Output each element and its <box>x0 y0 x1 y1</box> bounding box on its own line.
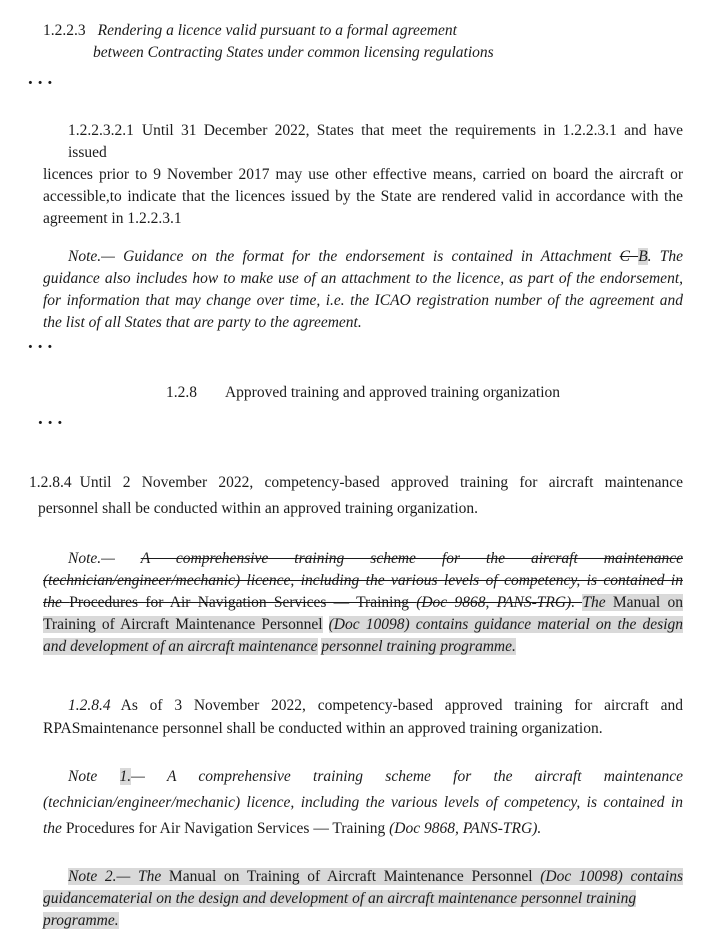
text-segment: accessible,to indicate that the licences issued by the State are rendered valid in accordance with the <box>43 188 683 205</box>
text-segment: Rendering a licence valid pursuant to a formal agreement <box>97 22 457 39</box>
text-segment: 1.2.2.3 <box>43 22 86 39</box>
section-heading-1223-line-2 <box>43 42 683 64</box>
text-segment: Procedures for Air Navigation Services — Training <box>69 594 417 611</box>
note-tracked-changes-line-4 <box>43 614 683 636</box>
note-1 <box>43 764 683 842</box>
para-1284-until-line-2 <box>29 496 683 522</box>
para-licences-prior-line-3 <box>43 208 683 230</box>
para-1284-until <box>29 470 683 522</box>
para-1223321 <box>43 120 683 164</box>
note-1-line-1 <box>43 764 683 790</box>
text-segment: Until 31 December 2022, States that meet the requirements in 1.2.2.3.1 and have <box>141 122 683 139</box>
text-segment: programme. <box>43 912 119 929</box>
text-segment: agreement in 1.2.2.3.1 <box>43 210 182 227</box>
text-segment: Note 2.— The <box>68 868 169 885</box>
para-1223321-line-1 <box>43 120 683 142</box>
text-segment: Note.— <box>68 550 141 567</box>
text-segment: A comprehensive training scheme for the aircraft maintenance <box>140 550 683 567</box>
text-segment: the <box>43 594 70 611</box>
text-segment: (Doc 10098) contains <box>540 868 683 885</box>
note-2 <box>43 866 683 932</box>
text-segment: between Contracting States under common licensing regulations <box>93 44 494 61</box>
note-2-line-3 <box>43 910 683 932</box>
text-segment: RPASmaintenance personnel shall be conducted within an approved training organization. <box>43 720 603 737</box>
text-segment <box>323 616 329 633</box>
text-segment: (Doc 10098) contains guidance material on the design <box>328 616 684 633</box>
text-segment: (technician/engineer/mechanic) licence, including the various levels of competency, is contained in <box>43 794 683 811</box>
text-segment: C <box>619 248 639 265</box>
section-heading-128-line-1 <box>43 382 683 404</box>
para-1284-asof-line-1 <box>43 694 683 717</box>
note-tracked-changes-line-5 <box>43 636 683 658</box>
text-segment: personnel training programme. <box>321 638 516 655</box>
note-1-line-2 <box>43 790 683 816</box>
text-segment: Approved training and approved training organization <box>224 384 561 401</box>
ellipsis-2 <box>28 332 108 354</box>
note-tracked-changes-line-3 <box>43 592 683 614</box>
text-segment: 1. <box>119 768 132 785</box>
text-segment: . The <box>647 248 683 265</box>
text-segment: ... <box>38 408 68 429</box>
text-segment: ... <box>28 332 58 353</box>
para-licences-prior <box>43 164 683 230</box>
text-segment: (Doc 9868, PANS-TRG). <box>416 594 583 611</box>
text-segment: The <box>582 594 613 611</box>
note-1-line-3 <box>43 816 683 842</box>
text-segment: Procedures for Air Navigation Services — Training <box>65 820 390 837</box>
ellipsis-1-line-1 <box>28 68 108 90</box>
para-1284-asof <box>43 694 683 740</box>
text-segment: and development of an aircraft maintenance <box>43 638 318 655</box>
text-segment: 1.2.2.3.2.1 <box>68 122 134 139</box>
section-heading-1223 <box>43 20 683 64</box>
para-licences-prior-line-1 <box>43 164 683 186</box>
text-segment: guidance also includes how to make use of an attachment to the licence, as part of the endorsement, <box>43 270 683 287</box>
para-licences-prior-line-2 <box>43 186 683 208</box>
note-tracked-changes-line-1 <box>43 548 683 570</box>
note-2-line-1 <box>43 866 683 888</box>
text-segment: the list of all States that are party to the agreement. <box>43 314 362 331</box>
para-1284-until-line-1 <box>29 470 683 496</box>
text-segment: for information that may change over time, i.e. the ICAO registration number of the agreement and <box>43 292 683 309</box>
ellipsis-3 <box>38 408 118 430</box>
text-segment: B <box>638 248 648 265</box>
text-segment: issued <box>68 144 107 161</box>
note-endorsement-guidance-line-4 <box>43 312 683 334</box>
ellipsis-3-line-1 <box>38 408 118 430</box>
text-segment: guidancematerial on the design and development of an aircraft maintenance personnel training <box>43 890 637 907</box>
text-segment: the <box>43 820 66 837</box>
text-segment: Manual on Training of Aircraft Maintenance Personnel <box>168 868 541 885</box>
section-heading-128 <box>43 382 683 404</box>
text-segment: 1.2.8 <box>165 384 197 401</box>
text-segment: 1.2.8.4 <box>68 697 111 714</box>
note-tracked-changes <box>43 548 683 658</box>
text-segment: As of 3 November 2022, competency-based approved training for aircraft and <box>120 697 683 714</box>
para-1223321-line-2 <box>43 142 683 164</box>
text-segment: — A comprehensive training scheme for the aircraft maintenance <box>131 768 683 785</box>
note-tracked-changes-line-2 <box>43 570 683 592</box>
note-endorsement-guidance-line-3 <box>43 290 683 312</box>
text-segment: Note <box>68 768 120 785</box>
text-segment: personnel shall be conducted within an approved training organization. <box>38 500 479 517</box>
para-1284-asof-line-2 <box>43 717 683 740</box>
section-heading-1223-line-1 <box>43 20 683 42</box>
text-segment: (technician/engineer/mechanic) licence, including the various levels of competency, is contained in <box>43 572 683 589</box>
text-segment: Until 2 November 2022, competency-based approved training for aircraft maintenance <box>79 474 683 491</box>
ellipsis-1 <box>28 68 108 90</box>
text-segment: Training of Aircraft Maintenance Personnel <box>43 616 323 633</box>
text-segment: licences prior to 9 November 2017 may use other effective means, carried on board the aircraft or <box>43 166 683 183</box>
note-2-line-2 <box>43 888 683 910</box>
note-endorsement-guidance-line-1 <box>43 246 683 268</box>
note-endorsement-guidance-line-2 <box>43 268 683 290</box>
text-segment: 1.2.8.4 <box>29 474 72 491</box>
text-segment: Note.— Guidance on the format for the endorsement is contained in Attachment <box>68 248 620 265</box>
text-segment: ... <box>28 68 58 89</box>
text-segment: (Doc 9868, PANS-TRG). <box>389 820 542 837</box>
ellipsis-2-line-1 <box>28 332 108 354</box>
text-segment: Manual on <box>612 594 683 611</box>
note-endorsement-guidance <box>43 246 683 334</box>
